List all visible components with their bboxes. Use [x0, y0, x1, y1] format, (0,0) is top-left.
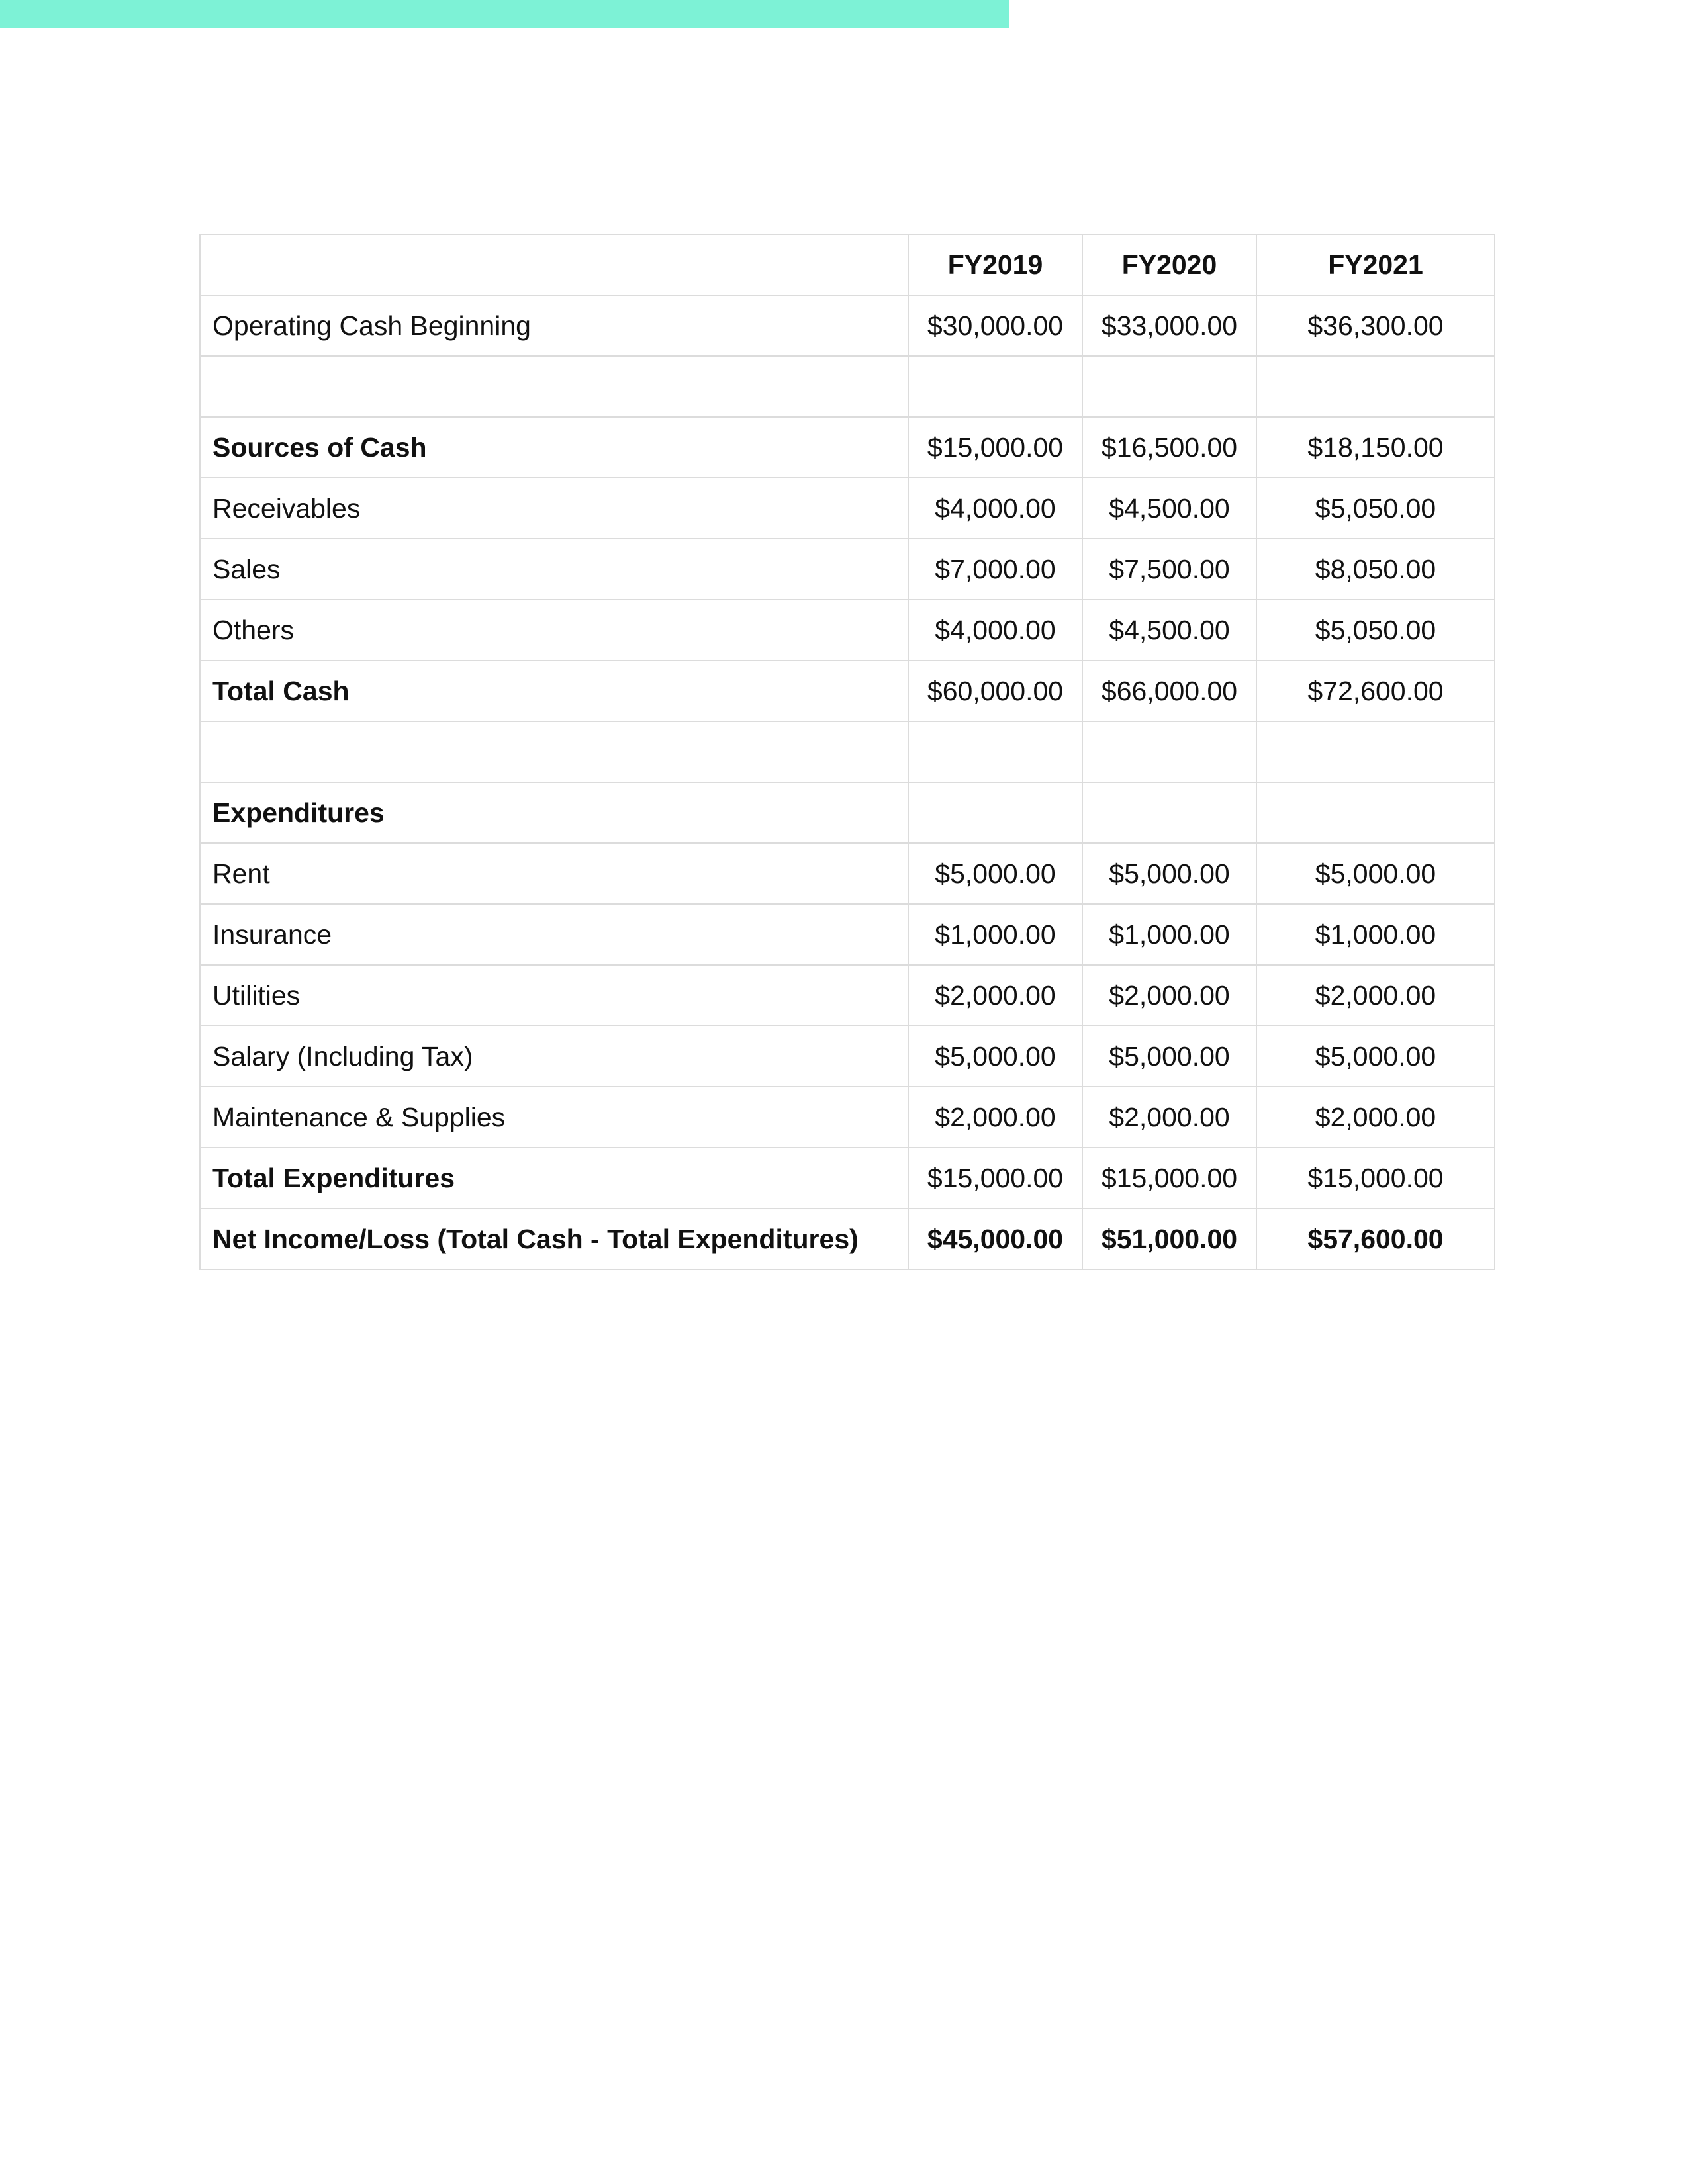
value-cell-fy2021: $2,000.00 — [1256, 1087, 1495, 1148]
row-label: Total Cash — [200, 660, 908, 721]
table-row — [200, 539, 1495, 600]
value-cell-fy2021: $36,300.00 — [1256, 295, 1495, 356]
value-cell-fy2021: $2,000.00 — [1256, 965, 1495, 1026]
value-cell-fy2019: $5,000.00 — [908, 843, 1082, 904]
table-row — [200, 965, 1495, 1026]
value-cell-fy2021 — [1256, 356, 1495, 417]
row-label: Insurance — [200, 904, 908, 965]
row-label: Net Income/Loss (Total Cash - Total Expenditures) — [200, 1208, 908, 1269]
value-cell-fy2019: $2,000.00 — [908, 965, 1082, 1026]
table-row — [200, 600, 1495, 660]
row-label: Rent — [200, 843, 908, 904]
table-row — [200, 660, 1495, 721]
value-cell-fy2020: $5,000.00 — [1082, 1026, 1256, 1087]
value-cell-fy2019 — [908, 356, 1082, 417]
table-row — [200, 782, 1495, 843]
value-cell-fy2020: $7,500.00 — [1082, 539, 1256, 600]
value-cell-fy2019: $1,000.00 — [908, 904, 1082, 965]
row-label: Sources of Cash — [200, 417, 908, 478]
table-row — [200, 356, 1495, 417]
table-row — [200, 1087, 1495, 1148]
row-label: Maintenance & Supplies — [200, 1087, 908, 1148]
table-row — [200, 417, 1495, 478]
value-cell-fy2020: $16,500.00 — [1082, 417, 1256, 478]
value-cell-fy2020: $33,000.00 — [1082, 295, 1256, 356]
value-cell-fy2020: $15,000.00 — [1082, 1148, 1256, 1208]
row-label: Sales — [200, 539, 908, 600]
value-cell-fy2021: $15,000.00 — [1256, 1148, 1495, 1208]
value-cell-fy2019: $45,000.00 — [908, 1208, 1082, 1269]
header-cell-fy2019: FY2019 — [908, 234, 1082, 295]
value-cell-fy2019: $2,000.00 — [908, 1087, 1082, 1148]
value-cell-fy2021: $1,000.00 — [1256, 904, 1495, 965]
value-cell-fy2019 — [908, 782, 1082, 843]
row-label — [200, 721, 908, 782]
row-label: Total Expenditures — [200, 1148, 908, 1208]
value-cell-fy2021: $8,050.00 — [1256, 539, 1495, 600]
value-cell-fy2021: $72,600.00 — [1256, 660, 1495, 721]
header-cell-label — [200, 234, 908, 295]
value-cell-fy2021: $57,600.00 — [1256, 1208, 1495, 1269]
value-cell-fy2020: $4,500.00 — [1082, 478, 1256, 539]
value-cell-fy2021: $5,050.00 — [1256, 600, 1495, 660]
value-cell-fy2021: $5,000.00 — [1256, 1026, 1495, 1087]
table-row — [200, 843, 1495, 904]
accent-bar — [0, 0, 1009, 28]
value-cell-fy2019: $30,000.00 — [908, 295, 1082, 356]
value-cell-fy2020: $4,500.00 — [1082, 600, 1256, 660]
value-cell-fy2019: $4,000.00 — [908, 478, 1082, 539]
value-cell-fy2020: $51,000.00 — [1082, 1208, 1256, 1269]
value-cell-fy2020: $2,000.00 — [1082, 965, 1256, 1026]
table-row — [200, 478, 1495, 539]
value-cell-fy2019: $4,000.00 — [908, 600, 1082, 660]
header-row — [200, 234, 1495, 295]
value-cell-fy2019 — [908, 721, 1082, 782]
row-label: Expenditures — [200, 782, 908, 843]
table-row — [200, 295, 1495, 356]
value-cell-fy2021: $5,000.00 — [1256, 843, 1495, 904]
value-cell-fy2021 — [1256, 721, 1495, 782]
table-row — [200, 904, 1495, 965]
value-cell-fy2020: $2,000.00 — [1082, 1087, 1256, 1148]
value-cell-fy2021 — [1256, 782, 1495, 843]
row-label: Salary (Including Tax) — [200, 1026, 908, 1087]
value-cell-fy2019: $60,000.00 — [908, 660, 1082, 721]
value-cell-fy2020 — [1082, 356, 1256, 417]
value-cell-fy2021: $18,150.00 — [1256, 417, 1495, 478]
table-row — [200, 1148, 1495, 1208]
value-cell-fy2021: $5,050.00 — [1256, 478, 1495, 539]
header-cell-fy2021: FY2021 — [1256, 234, 1495, 295]
header-cell-fy2020: FY2020 — [1082, 234, 1256, 295]
cash-budget-table — [199, 234, 1495, 1270]
row-label — [200, 356, 908, 417]
table-row — [200, 1208, 1495, 1269]
value-cell-fy2019: $15,000.00 — [908, 417, 1082, 478]
value-cell-fy2020 — [1082, 721, 1256, 782]
value-cell-fy2020: $5,000.00 — [1082, 843, 1256, 904]
row-label: Utilities — [200, 965, 908, 1026]
row-label: Receivables — [200, 478, 908, 539]
row-label: Operating Cash Beginning — [200, 295, 908, 356]
value-cell-fy2020: $1,000.00 — [1082, 904, 1256, 965]
value-cell-fy2020 — [1082, 782, 1256, 843]
table-row — [200, 721, 1495, 782]
value-cell-fy2019: $5,000.00 — [908, 1026, 1082, 1087]
value-cell-fy2020: $66,000.00 — [1082, 660, 1256, 721]
table-row — [200, 1026, 1495, 1087]
value-cell-fy2019: $7,000.00 — [908, 539, 1082, 600]
row-label: Others — [200, 600, 908, 660]
value-cell-fy2019: $15,000.00 — [908, 1148, 1082, 1208]
table-body — [200, 295, 1495, 1269]
